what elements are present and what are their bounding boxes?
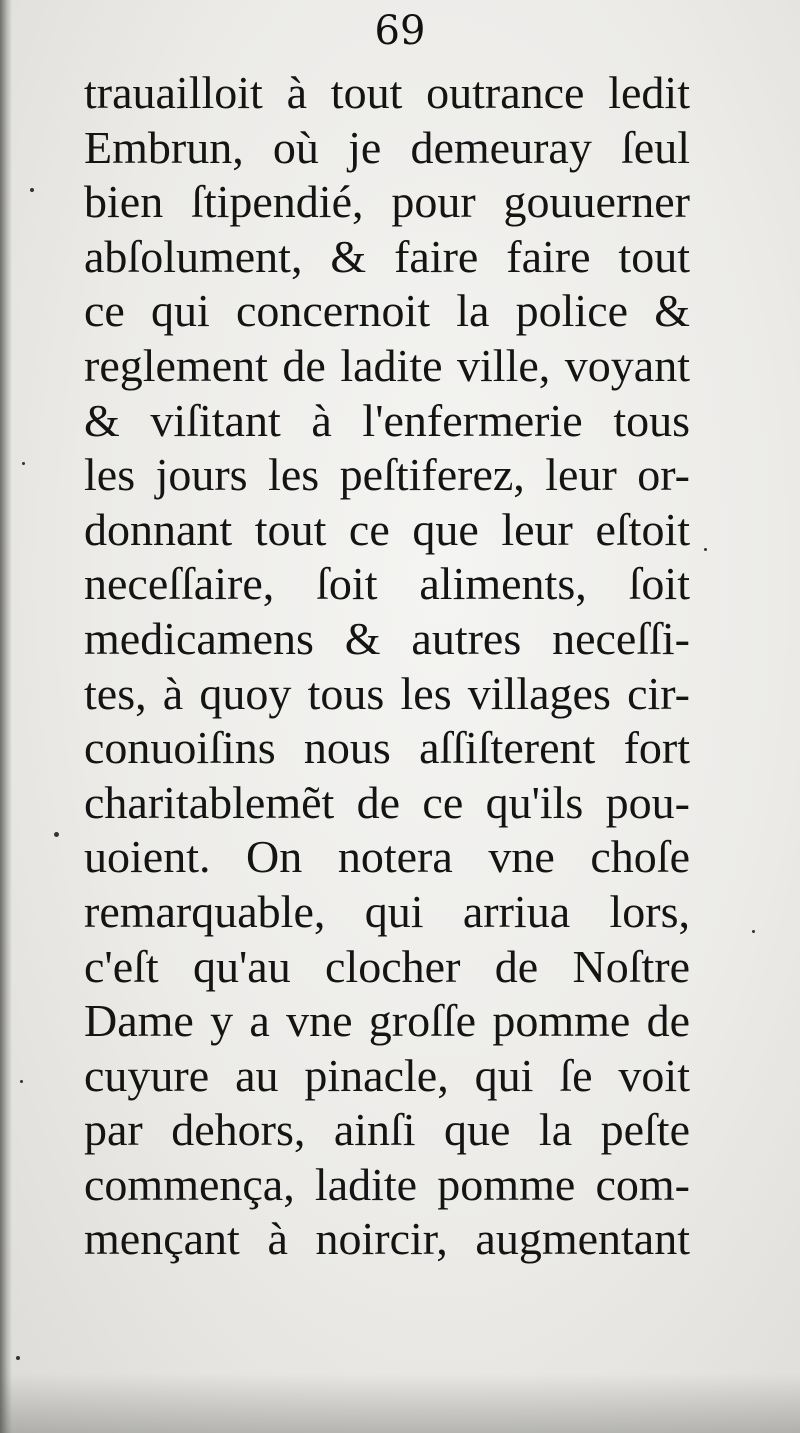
- paper-speck: [20, 1080, 23, 1083]
- text-line: les jours les peſtiferez, leur or-: [84, 449, 690, 501]
- text-line: donnant tout ce que leur eſtoit: [84, 503, 690, 555]
- text-line: trauailloit à tout outrance ledit: [84, 67, 690, 118]
- paper-speck: [16, 1356, 20, 1360]
- paper-speck: [704, 548, 707, 551]
- text-line: remarquable, qui arriua lors,: [84, 885, 690, 937]
- text-line: par dehors, ainſi que la peſte: [84, 1104, 690, 1156]
- text-line: neceſſaire, ſoit aliments, ſoit: [84, 558, 690, 610]
- page-number: 69: [374, 8, 426, 54]
- text-line: cuyure au pinacle, qui ſe voit: [84, 1049, 690, 1101]
- text-line: & viſitant à l'enfermerie tous: [84, 394, 690, 446]
- text-line: charitablemẽt de ce qu'ils pou-: [84, 776, 690, 828]
- text-line: uoient. On notera vne choſe: [84, 831, 690, 883]
- text-line: Dame y a vne groſſe pomme de: [84, 995, 690, 1047]
- text-line: conuoiſins nous aſſiſterent fort: [84, 722, 690, 774]
- text-line: Embrun, où je demeuray ſeul: [84, 121, 690, 173]
- text-line: bien ſtipendié, pour gouuerner: [84, 176, 690, 228]
- page-bottom-shadow: [0, 1373, 800, 1433]
- paper-speck: [30, 188, 34, 192]
- text-line: tes, à quoy tous les villages cir-: [84, 667, 690, 719]
- text-line: ce qui concernoit la police &: [84, 285, 690, 337]
- body-text: [84, 66, 690, 1267]
- text-line: abſolument, & faire faire tout: [84, 230, 690, 282]
- text-line: c'eſt qu'au clocher de Noſtre: [84, 940, 690, 992]
- paper-speck: [54, 832, 59, 837]
- text-line: commença, ladite pomme com-: [84, 1158, 690, 1210]
- paper-speck: [22, 462, 25, 465]
- paper-speck: [752, 930, 755, 933]
- text-line: medicamens & autres neceſſi-: [84, 612, 690, 664]
- text-line: reglement de ladite ville, voyant: [84, 339, 690, 391]
- text-line: mençant à noircir, augmentant: [84, 1213, 690, 1265]
- page-gutter-shadow: [0, 0, 12, 1433]
